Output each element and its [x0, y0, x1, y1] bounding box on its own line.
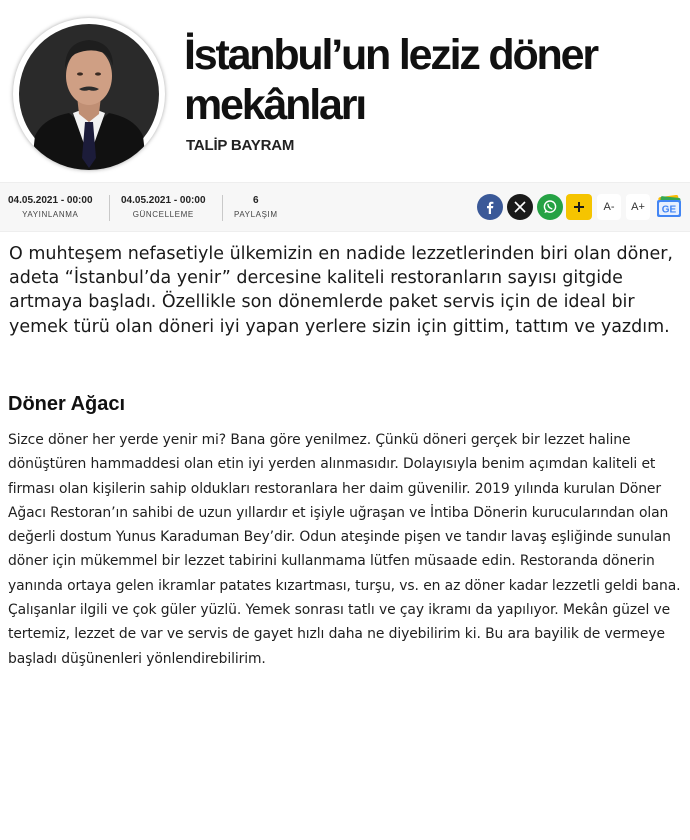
facebook-icon [483, 200, 497, 214]
section-heading: Döner Ağacı [8, 393, 126, 415]
published-info [8, 195, 93, 221]
published-date: 04.05.2021 - 00:00 [8, 195, 93, 206]
more-share-button[interactable] [566, 194, 592, 220]
published-label: YAYINLANMA [22, 210, 79, 219]
plus-icon [572, 200, 586, 214]
author-photo [13, 18, 165, 170]
article-paragraph: Sizce döner her yerde yenir mi? Bana göre yenilmez. Çünkü döneri gerçek bir lezzet haline dönüştüren hammaddesi olan etin iyi yerden alınmasıdır. Dolayısıyla benim açımdan kaliteli et firması olan kişilerin sahip oldukları restoranlara her daim güvenilir. 2019 yılında kurulan Döner Ağacı Restoran’ın sahibi de uzun yıllardır et işiyle uğraşan ve İntiba Dönerin kurucularından olan değerli dostum Yunus Karaduman Bey’dir. Odun ateşinde pişen ve tandır lavaş eşliğinde sunulan döner için mükemmel bir lezzet tabirini kullanmama lütfen müsaade edin. Restoranda dönerin yanında ortaya gelen ikramlar patates kızartması, turşu, vs. en az döner kadar lezzetli geldi bana. Çalışanlar ilgili ve çok güler yüzlü. Yemek sonrası tatlı ve çay ikramı da yapılıyor. Mekân güzel ve tertemiz, lezzet de var ve servis de gayet hızlı daha ne diyebilirim ki. Bu ara bayilik de vermeye başladı düşünenleri yönlendirebilirim. [8, 432, 681, 667]
share-label: PAYLAŞIM [234, 210, 278, 219]
whatsapp-icon [542, 199, 558, 215]
share-info [234, 195, 278, 221]
share-count: 6 [253, 195, 259, 206]
meta-divider [109, 195, 110, 221]
meta-divider [222, 195, 223, 221]
article-header [0, 0, 690, 182]
font-decrease-button[interactable]: A- [597, 194, 621, 220]
whatsapp-share-button[interactable] [537, 194, 563, 220]
google-news-label: GE [661, 204, 677, 216]
font-increase-button[interactable]: A+ [626, 194, 650, 220]
author-avatar[interactable] [13, 18, 165, 170]
author-name[interactable]: TALİP BAYRAM [186, 137, 295, 154]
article-title: İstanbul’un leziz döner mekânları [184, 31, 597, 129]
x-share-button[interactable] [507, 194, 533, 220]
article-lead: O muhteşem nefasetiyle ülkemizin en nadide lezzetlerinden biri olan döner, adeta “İstanbul’da yenir” dercesine kaliteli restoranların sayısı gitgide artmaya başladı. Özellikle son dönemlerde paket servis için de ideal bir yemek türü olan döneri iyi yapan yerlere sizin için gittim, tattım ve yazdım. [9, 244, 673, 337]
facebook-share-button[interactable] [477, 194, 503, 220]
updated-info [121, 195, 206, 221]
google-news-button[interactable] [655, 195, 683, 219]
google-news-icon [655, 195, 683, 219]
x-icon [514, 201, 526, 213]
updated-date: 04.05.2021 - 00:00 [121, 195, 206, 206]
updated-label: GÜNCELLEME [132, 210, 194, 219]
